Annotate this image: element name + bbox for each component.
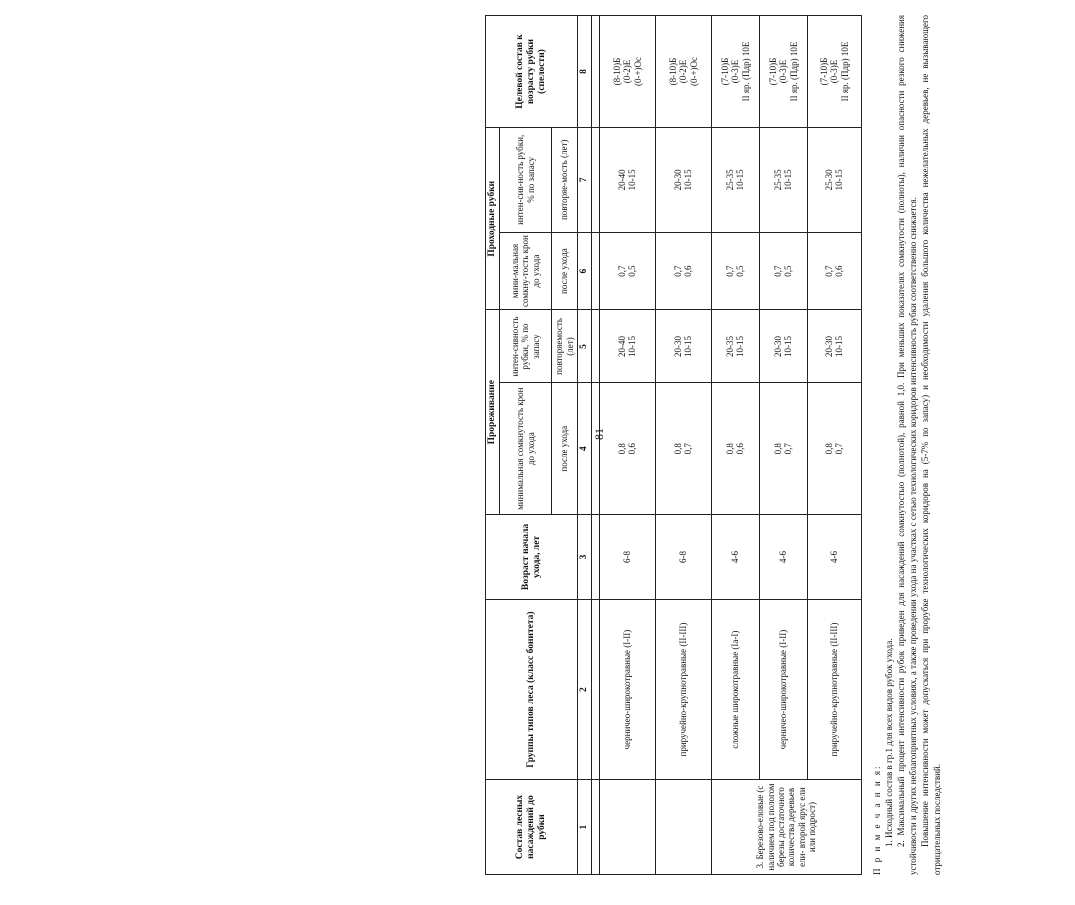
cell-target: (7-10)Б (0-3)Е II яр. (Пдр) 10Е — [711, 16, 759, 128]
cell-intensity: 20-30 10-15 — [655, 310, 711, 383]
cell-pass-intensity: 25-30 10-15 — [807, 128, 861, 233]
header-pass-repeat: повторяе-мость (лет) — [552, 128, 578, 233]
spacer-row — [591, 16, 599, 875]
cell-target: (7-10)Б (0-3)Е II яр. (Пдр) 10Е — [807, 16, 861, 128]
colnum-2: 2 — [578, 600, 592, 780]
composition-blank — [599, 780, 655, 875]
colnum-1: 1 — [578, 780, 592, 875]
table-row — [599, 16, 655, 875]
cell-target: (8-10)Б (0-2)Е (0-+)Ос — [655, 16, 711, 128]
colnum-8: 8 — [578, 16, 592, 128]
rotated-content — [485, 15, 1075, 875]
table-row — [655, 16, 711, 875]
composition-blank — [655, 780, 711, 875]
header-min-density: минимальная сомкнутость крон до ухода — [500, 383, 552, 514]
note-2: 2. Максимальный процент интенсивности рубок приведен для насаждений сомкнутостью (полнотой), равной 1,0. При меньших показателях сомкнутости (полноты), наличии опасности резкого снижения устойчивости и других неблагоприятных условиях, а также проведении ухода на участках с сетью технологических коридоров интенсивность рубки соответственно снижается. — [896, 15, 918, 875]
cell-target: (7-10)Б (0-3)Е II яр. (Пдр) 10Е — [759, 16, 807, 128]
cell-intensity: 20-40 10-15 — [599, 310, 655, 383]
header-after-care: после ухода — [552, 383, 578, 514]
cell-group: приручейно-крупнотравные (II-III) — [655, 600, 711, 780]
header-pass-after-care: после ухода — [552, 232, 578, 310]
cell-min-density: 0,8 0,6 — [599, 383, 655, 514]
cell-group: приручейно-крупнотравные (II-III) — [807, 600, 861, 780]
page-number: 81 — [592, 428, 606, 440]
table-row — [711, 16, 759, 875]
cell-group: черничео-широкотравные (I-II) — [759, 600, 807, 780]
header-passage: Проходные рубки — [486, 128, 500, 311]
cell-intensity: 20-35 10-15 — [711, 310, 759, 383]
colnum-3: 3 — [578, 514, 592, 599]
header-pass-min-density: мини-мальная сомкну-тость крон до ухода — [500, 232, 552, 310]
header-groups: Группы типов леса (класс бонитета) — [486, 600, 578, 780]
cell-age: 6-8 — [599, 514, 655, 599]
colnum-6: 6 — [578, 232, 592, 310]
table-row — [759, 16, 807, 875]
note-3: Повышение интенсивности может допускаться при прорубке технологических коридоров на (5-7% по запасу) и необходимости удаления большого количества нежелательных деревьев, не вызывающего отрицательных последствий. — [920, 15, 942, 875]
cell-composition: 3. Березово-еловые (с наличием под пологом березы достаточного количества деревьев ели- второй ярус ели или подрост) — [711, 780, 861, 875]
cell-pass-intensity: 25-35 10-15 — [759, 128, 807, 233]
table-row — [807, 16, 861, 875]
cell-min-density: 0,8 0,7 — [759, 383, 807, 514]
header-age: Возраст начала ухода, лет — [486, 514, 578, 599]
colnum-5: 5 — [578, 310, 592, 383]
cell-pass-min-density: 0,7 0,6 — [655, 232, 711, 310]
forest-care-table — [485, 15, 862, 875]
cell-pass-min-density: 0,7 0,5 — [759, 232, 807, 310]
header-target: Целевой состав к возрасту рубки (спелости) — [486, 16, 578, 128]
header-intensity: интен-сивность рубки, % по запасу — [500, 310, 552, 383]
cell-age: 4-6 — [711, 514, 759, 599]
note-1: 1. Исходный состав в гр.1 для всех видов рубок ухода. — [884, 638, 894, 847]
cell-target: (8-10)Б (0-2)Е (0-+)Ос — [599, 16, 655, 128]
cell-group: черничео-широкотравные (I-II) — [599, 600, 655, 780]
colnum-7: 7 — [578, 128, 592, 233]
header-pass-intensity: интен-сив-ность рубки, % по запасу — [500, 128, 552, 233]
cell-age: 4-6 — [759, 514, 807, 599]
cell-intensity: 20-30 10-15 — [759, 310, 807, 383]
notes-title: П р и м е ч а н и я: — [872, 764, 882, 875]
colnum-4: 4 — [578, 383, 592, 514]
cell-age: 6-8 — [655, 514, 711, 599]
header-thinning: Прореживание — [486, 310, 500, 514]
notes-block — [871, 15, 943, 875]
cell-pass-min-density: 0,7 0,5 — [711, 232, 759, 310]
header-repeat: повторяемость (лет) — [552, 310, 578, 383]
cell-pass-intensity: 20-40 10-15 — [599, 128, 655, 233]
cell-pass-intensity: 25-35 10-15 — [711, 128, 759, 233]
cell-group: сложные широкотравные (Ia-I) — [711, 600, 759, 780]
cell-min-density: 0,8 0,6 — [711, 383, 759, 514]
cell-pass-intensity: 20-30 10-15 — [655, 128, 711, 233]
cell-pass-min-density: 0,7 0,5 — [599, 232, 655, 310]
cell-min-density: 0,8 0,7 — [655, 383, 711, 514]
cell-age: 4-6 — [807, 514, 861, 599]
cell-pass-min-density: 0,7 0,6 — [807, 232, 861, 310]
cell-intensity: 20-30 10-15 — [807, 310, 861, 383]
cell-min-density: 0,8 0,7 — [807, 383, 861, 514]
header-composition: Состав лесных насаждений до рубки — [486, 780, 578, 875]
